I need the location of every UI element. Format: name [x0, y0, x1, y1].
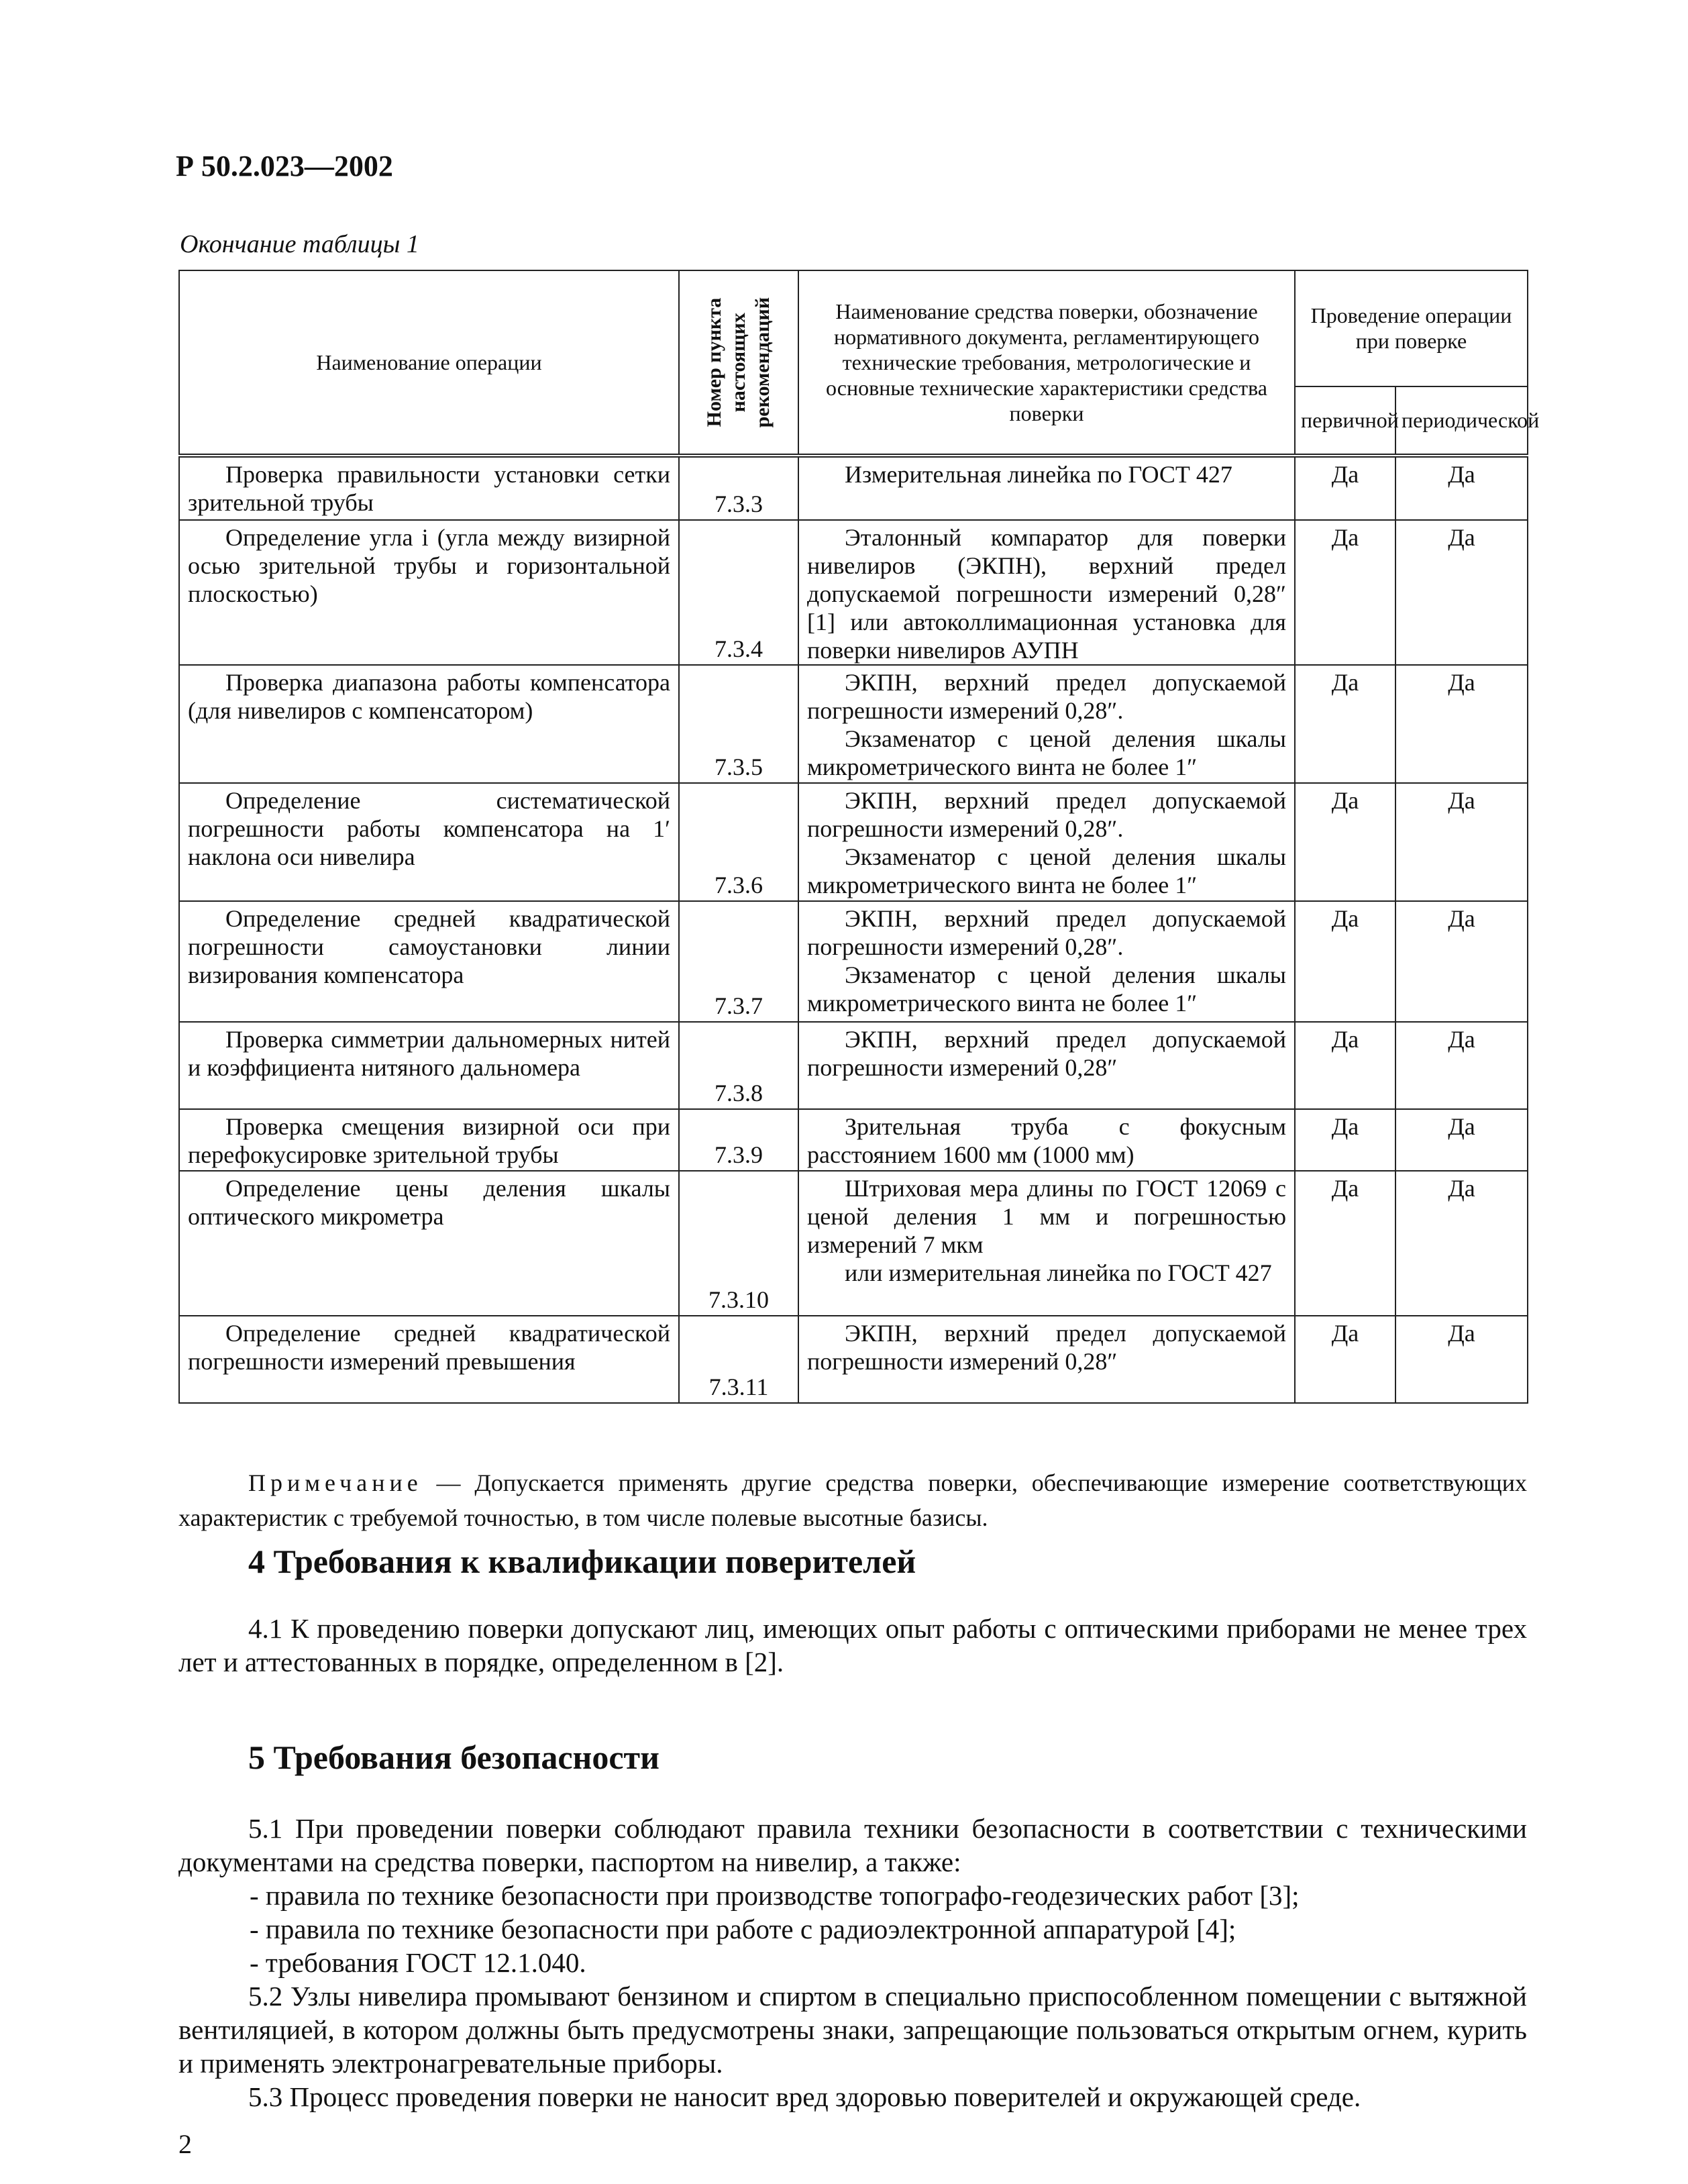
tool-text: ЭКПН, верхний предел допускаемой погрешности измерений 0,28″.: [807, 787, 1286, 842]
primary-cell: Да: [1295, 1316, 1395, 1403]
operation-cell: Проверка симметрии дальномерных нитей и коэффициента нитяного дальномера: [179, 1022, 679, 1109]
point-number-cell: 7.3.8: [679, 1022, 798, 1109]
header-tool: Наименование средства поверки, обозначение нормативного документа, регламентирующего технические требования, метрологические и основные технические характеристики средства поверки: [798, 270, 1295, 456]
operation-cell: Определение цены деления шкалы оптического микрометра: [179, 1171, 679, 1316]
tool-cell: [798, 783, 1295, 901]
tool-cell: [798, 1316, 1295, 1403]
periodic-cell: Да: [1395, 1171, 1528, 1316]
tool-cell: [798, 1022, 1295, 1109]
operation-cell: Проверка смещения визирной оси при перефокусировке зрительной трубы: [179, 1109, 679, 1171]
tool-text: Зрительная труба с фокусным расстоянием 1600 мм (1000 мм): [807, 1113, 1286, 1168]
point-number-cell: 7.3.11: [679, 1316, 798, 1403]
header-point-number: Номер пункта настоящих рекомендаций: [679, 270, 798, 456]
table-row: [179, 901, 1528, 1022]
table-row: [179, 1171, 1528, 1316]
tool-cell: [798, 1109, 1295, 1171]
table-row: [179, 1316, 1528, 1403]
primary-cell: Да: [1295, 665, 1395, 783]
point-number-cell: 7.3.7: [679, 901, 798, 1022]
point-number-cell: 7.3.6: [679, 783, 798, 901]
operation-cell: Определение средней квадратической погрешности измерений превышения: [179, 1316, 679, 1403]
header-periodic: периодической: [1395, 386, 1528, 456]
operation-cell: Определение систематической погрешности работы компенсатора на 1′ наклона оси нивелира: [179, 783, 679, 901]
tool-text: Эталонный компаратор для поверки нивелиров (ЭКПН), верхний предел допускаемой погрешности измерений 0,28″ [1] или автоколлимационная установка для поверки нивелиров АУПН: [807, 524, 1286, 664]
bullet-item: - требования ГОСТ 12.1.040.: [250, 1947, 586, 1978]
periodic-cell: Да: [1395, 456, 1528, 520]
tool-text: ЭКПН, верхний предел допускаемой погрешности измерений 0,28″: [807, 1026, 1286, 1081]
tool-text: Измерительная линейка по ГОСТ 427: [845, 461, 1232, 488]
operation-cell: Проверка правильности установки сетки зрительной трубы: [179, 456, 679, 520]
point-number-cell: 7.3.10: [679, 1171, 798, 1316]
table-body: [179, 456, 1528, 1403]
primary-cell: Да: [1295, 1109, 1395, 1171]
bullet-item: - правила по технике безопасности при производстве топографо-геодезических работ [3];: [250, 1880, 1300, 1911]
primary-cell: Да: [1295, 901, 1395, 1022]
periodic-cell: Да: [1395, 665, 1528, 783]
tool-cell: [798, 456, 1295, 520]
periodic-cell: Да: [1395, 901, 1528, 1022]
primary-cell: Да: [1295, 520, 1395, 665]
primary-cell: Да: [1295, 1171, 1395, 1316]
tool-text: Экзаменатор с ценой деления шкалы микрометрического винта не более 1″: [807, 725, 1286, 780]
point-number-cell: 7.3.4: [679, 520, 798, 665]
paragraph-5-1: 5.1 При проведении поверки соблюдают правила техники безопасности в соответствии с техническими документами на средства поверки, паспортом на нивелир, а также:: [178, 1813, 1527, 1877]
bullet-item: - правила по технике безопасности при работе с радиоэлектронной аппаратурой [4];: [250, 1914, 1236, 1944]
primary-cell: Да: [1295, 456, 1395, 520]
table-row: [179, 1022, 1528, 1109]
tool-cell: [798, 901, 1295, 1022]
tool-cell: [798, 1171, 1295, 1316]
tool-text: ЭКПН, верхний предел допускаемой погрешности измерений 0,28″.: [807, 669, 1286, 724]
tool-text: ЭКПН, верхний предел допускаемой погрешности измерений 0,28″: [807, 1320, 1286, 1375]
periodic-cell: Да: [1395, 1316, 1528, 1403]
primary-cell: Да: [1295, 783, 1395, 901]
verification-operations-table: [178, 270, 1540, 1404]
tool-text: или измерительная линейка по ГОСТ 427: [845, 1259, 1272, 1286]
table-row: [179, 783, 1528, 901]
header-primary: первичной: [1295, 386, 1395, 456]
operation-cell: Определение средней квадратической погрешности самоустановки линии визирования компенсатора: [179, 901, 679, 1022]
paragraph-5-3: 5.3 Процесс проведения поверки не наносит вред здоровью поверителей и окружающей среде.: [248, 2081, 1361, 2112]
paragraph-4-1: 4.1 К проведению поверки допускают лиц, имеющих опыт работы с оптическими приборами не менее трех лет и аттестованных в порядке, определенном в [2].: [178, 1613, 1527, 1677]
page-number: 2: [178, 2129, 192, 2159]
tool-text: Экзаменатор с ценой деления шкалы микрометрического винта не более 1″: [807, 961, 1286, 1017]
tool-cell: [798, 520, 1295, 665]
header-conduct: Проведение операции при поверке: [1295, 270, 1528, 386]
header-operation: Наименование операции: [179, 270, 679, 456]
tool-text: ЭКПН, верхний предел допускаемой погрешности измерений 0,28″.: [807, 905, 1286, 960]
section-4-heading: 4 Требования к квалификации поверителей: [248, 1543, 916, 1580]
point-number-cell: 7.3.5: [679, 665, 798, 783]
document-code: Р 50.2.023—2002: [176, 150, 393, 183]
point-number-cell: 7.3.3: [679, 456, 798, 520]
periodic-cell: Да: [1395, 783, 1528, 901]
table-row: [179, 456, 1528, 520]
periodic-cell: Да: [1395, 1022, 1528, 1109]
table-caption: Окончание таблицы 1: [180, 230, 419, 258]
tool-text: Штриховая мера длины по ГОСТ 12069 с ценой деления 1 мм и погрешностью измерений 7 мкм: [807, 1175, 1286, 1258]
tool-text: Экзаменатор с ценой деления шкалы микрометрического винта не более 1″: [807, 843, 1286, 898]
table-note: Примечание — Допускается применять другие средства поверки, обеспечивающие измерение соответствующих характеристик с требуемой точностью, в том числе полевые высотные базисы.: [178, 1469, 1527, 1531]
section-5-heading: 5 Требования безопасности: [248, 1738, 660, 1776]
paragraph-5-2: 5.2 Узлы нивелира промывают бензином и спиртом в специально приспособленном помещении с вытяжной вентиляцией, в котором должны быть предусмотрены знаки, запрещающие пользоваться открытым огнем, курить и применять электронагревательные приборы.: [178, 1981, 1527, 2079]
periodic-cell: Да: [1395, 1109, 1528, 1171]
operation-cell: Проверка диапазона работы компенсатора (для нивелиров с компенсатором): [179, 665, 679, 783]
operation-cell: Определение угла i (угла между визирной осью зрительной трубы и горизонтальной плоскостью): [179, 520, 679, 665]
primary-cell: Да: [1295, 1022, 1395, 1109]
table-row: [179, 520, 1528, 665]
table-row: [179, 665, 1528, 783]
point-number-cell: 7.3.9: [679, 1109, 798, 1171]
periodic-cell: Да: [1395, 520, 1528, 665]
table-row: [179, 1109, 1528, 1171]
tool-cell: [798, 665, 1295, 783]
